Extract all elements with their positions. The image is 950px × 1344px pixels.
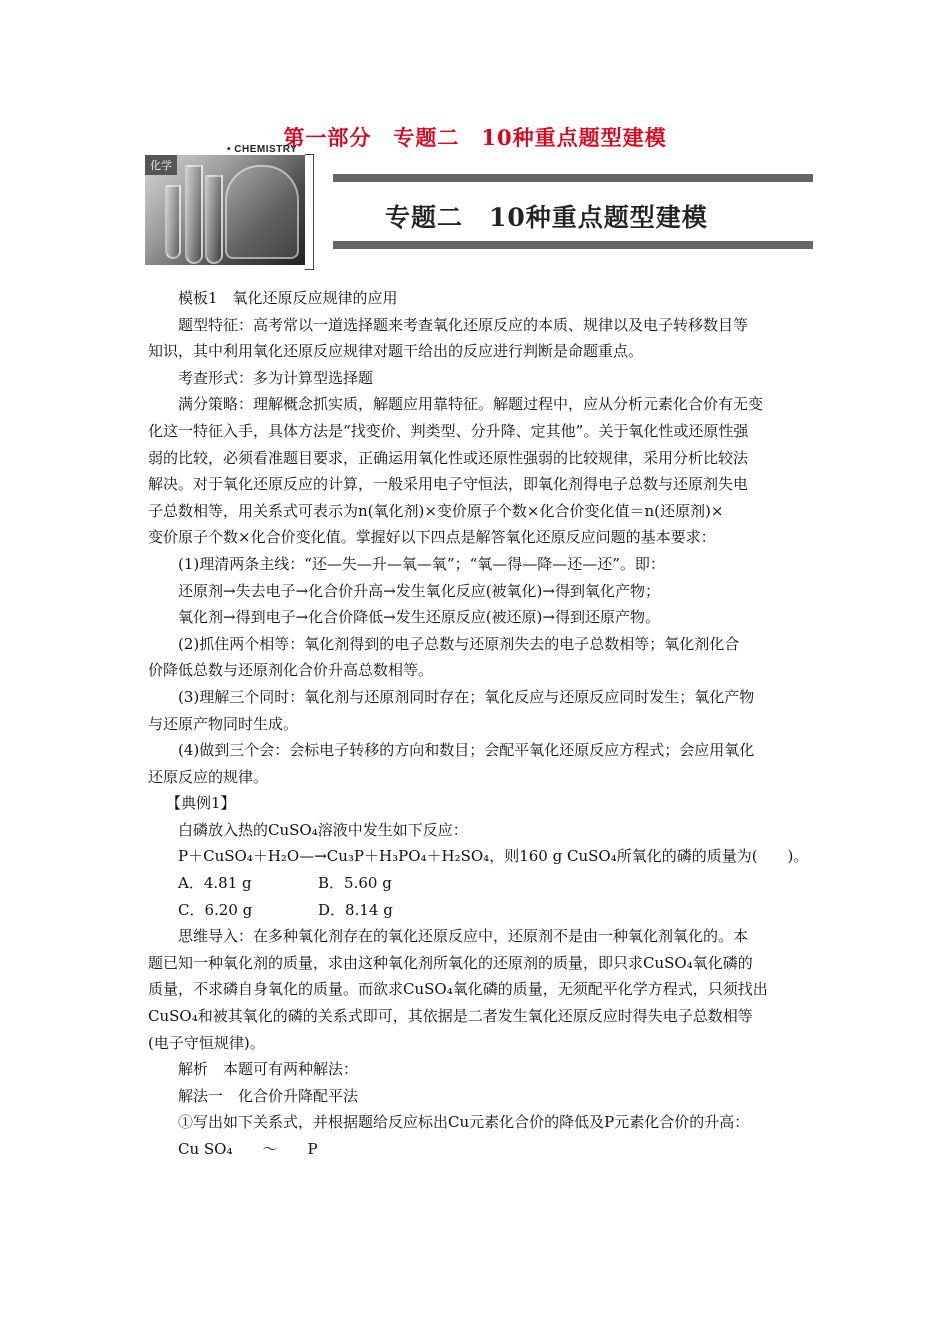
subject-tag: 化学 bbox=[145, 155, 177, 175]
thinking-line: 质量，不求磷自身氧化的质量。而欲求CuSO₄氧化磷的质量，无须配平化学方程式，只须找出 bbox=[148, 980, 768, 999]
strategy-line: 变价原子个数×化合价变化值。掌握好以下四点是解答氧化还原反应问题的基本要求： bbox=[148, 528, 716, 547]
step-one: ①写出如下关系式，并根据题给反应标出Cu元素化合价的降低及P元素化合价的升高： bbox=[178, 1113, 750, 1132]
reducer-chain: 还原剂→失去电子→化合价升高→发生氧化反应(被氧化)→得到氧化产物； bbox=[178, 581, 660, 600]
thinking-line: (电子守恒规律)。 bbox=[148, 1033, 265, 1052]
point-four-cont: 还原反应的规律。 bbox=[148, 767, 269, 786]
point-four: (4)做到三个会：会标电子转移的方向和数目；会配平氧化还原反应方程式；会应用氧化 bbox=[178, 741, 755, 760]
feature-line: 知识，其中利用氧化还原反应规律对题干给出的反应进行判断是命题重点。 bbox=[148, 342, 644, 361]
method-one: 解法一 化合价升降配平法 bbox=[178, 1086, 359, 1105]
choice-a: A．4.81 g bbox=[178, 874, 252, 893]
point-two: (2)抓住两个相等：氧化剂得到的电子总数与还原剂失去的电子总数相等；氧化剂化合 bbox=[178, 634, 740, 653]
analysis-line: 解析 本题可有两种解法： bbox=[178, 1060, 359, 1079]
form-line: 考查形式：多为计算型选择题 bbox=[178, 368, 374, 387]
point-three-cont: 与还原产物同时生成。 bbox=[148, 714, 299, 733]
banner-rule-top bbox=[333, 174, 813, 182]
test-tube-icon bbox=[165, 185, 181, 259]
page-title: 第一部分 专题二 10种重点题型建模 bbox=[283, 125, 667, 150]
banner-title: 专题二 10种重点题型建模 bbox=[385, 203, 708, 232]
point-one: (1)理清两条主线：“还—失—升—氧—氧”；“氧—得—降—还—还”。即： bbox=[178, 554, 665, 573]
test-tube-icon bbox=[185, 165, 203, 264]
oxidizer-chain: 氧化剂→得到电子→化合价降低→发生还原反应(被还原)→得到还原产物。 bbox=[178, 608, 660, 627]
choices-row bbox=[148, 870, 810, 897]
point-two-cont: 价降低总数与还原剂化合价升高总数相等。 bbox=[148, 661, 434, 680]
strategy-line: 弱的比较，必须看准题目要求，正确运用氧化性或还原性强弱的比较规律，采用分析比较法 bbox=[148, 448, 749, 467]
example-label: 【典例1】 bbox=[166, 794, 236, 813]
choice-b: B．5.60 g bbox=[318, 874, 392, 893]
test-tube-icon bbox=[205, 175, 223, 264]
relation-line: Cu SO₄ ～ P bbox=[178, 1140, 318, 1158]
strategy-line: 子总数相等，用关系式可表示为n(氧化剂)×变价原子个数×化合价变化值＝n(还原剂)× bbox=[148, 501, 724, 520]
strategy-line: 化这一特征入手，具体方法是“找变价、判类型、分升降、定其他”。关于氧化性或还原性强 bbox=[148, 421, 749, 440]
banner-rule-bottom bbox=[333, 241, 813, 249]
choice-d: D．8.14 g bbox=[318, 900, 393, 919]
example-intro: 白磷放入热的CuSO₄溶液中发生如下反应： bbox=[178, 820, 468, 839]
topic-banner bbox=[145, 140, 815, 270]
feature-line: 题型特征：高考常以一道选择题来考查氧化还原反应的本质、规律以及电子转移数目等 bbox=[178, 315, 749, 334]
strategy-line: 满分策略：理解概念抓实质，解题应用靠特征。解题过程中，应从分析元素化合价有无变 bbox=[178, 395, 764, 414]
point-three: (3)理解三个同时：氧化剂与还原剂同时存在；氧化反应与还原反应同时发生；氧化产物 bbox=[178, 687, 755, 706]
choices-row bbox=[148, 897, 810, 924]
thinking-line: 思维导入：在多种氧化剂存在的氧化还原反应中，还原剂不是由一种氧化剂氧化的。本 bbox=[178, 927, 749, 946]
thinking-line: CuSO₄和被其氧化的磷的关系式即可，其依据是二者发生氧化还原反应时得失电子总数相等 bbox=[148, 1007, 753, 1026]
strategy-line: 解决。对于氧化还原反应的计算，一般采用电子守恒法，即氧化剂得电子总数与还原剂失电 bbox=[148, 475, 749, 494]
example-equation: P＋CuSO₄＋H₂O—→Cu₃P＋H₃PO₄＋H₂SO₄，则160 g CuSO₄所氧化的磷的质量为( )。 bbox=[178, 847, 809, 866]
beaker-icon bbox=[225, 165, 299, 259]
chemistry-label: • CHEMISTRY bbox=[227, 144, 298, 155]
choice-c: C．6.20 g bbox=[178, 900, 253, 919]
template-title: 模板1 氧化还原反应规律的应用 bbox=[178, 289, 398, 307]
banner-bracket bbox=[305, 154, 314, 270]
document-body bbox=[148, 285, 810, 1163]
lab-glassware-image bbox=[145, 155, 305, 265]
thinking-line: 题已知一种氧化剂的质量，求由这种氧化剂所氧化的还原剂的质量，即只求CuSO₄氧化磷的 bbox=[148, 953, 753, 972]
